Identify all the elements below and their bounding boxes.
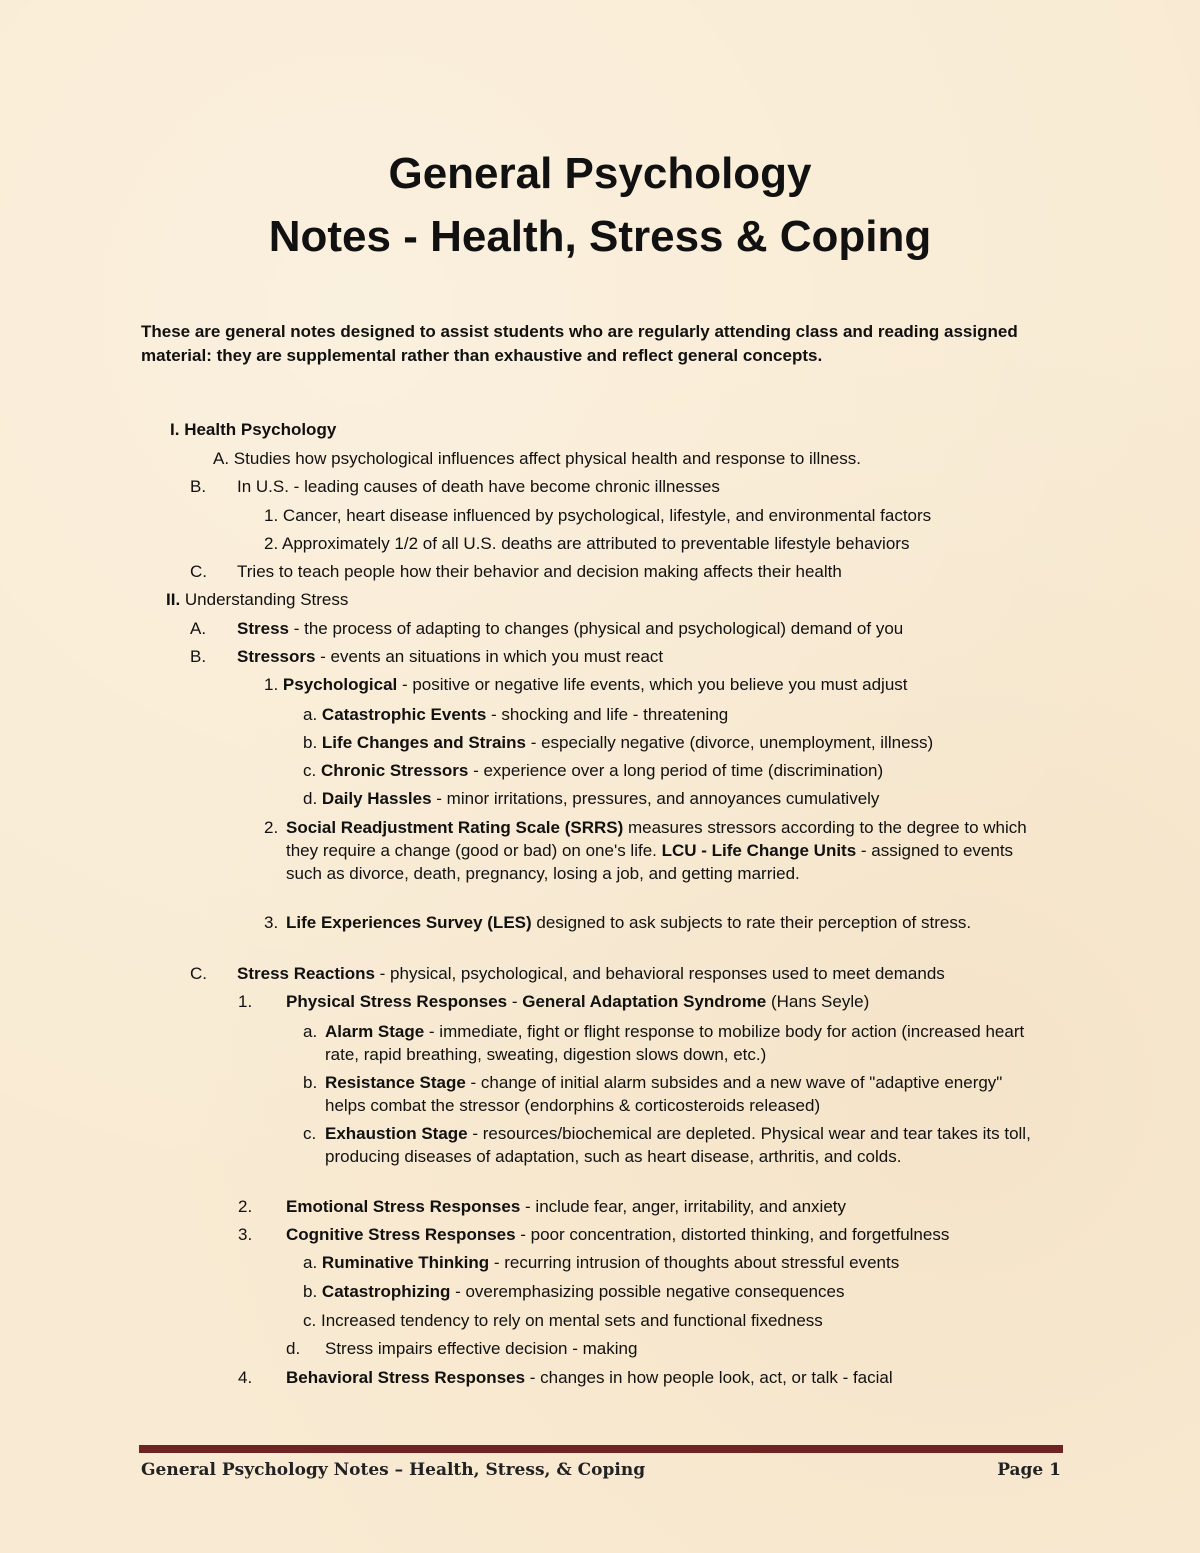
outline-section-1 bbox=[170, 418, 336, 441]
outline-text: Increased tendency to rely on mental sets and functional fixedness bbox=[320, 1311, 823, 1330]
definition: - change of initial alarm subsides and a new wave of "adaptive energy" helps combat the stressor (endorphins & corticosteroids released) bbox=[325, 1073, 1003, 1115]
outline-item bbox=[190, 560, 842, 583]
section-heading: Health Psychology bbox=[184, 420, 337, 439]
outline-text bbox=[325, 1071, 1045, 1117]
outline-text bbox=[286, 990, 869, 1013]
outline-text bbox=[325, 1122, 1055, 1168]
outline-item bbox=[303, 787, 879, 810]
outline-item bbox=[286, 1337, 638, 1360]
outline-marker: 4. bbox=[238, 1368, 253, 1387]
outline-item bbox=[213, 447, 861, 470]
outline-marker: A. bbox=[213, 449, 230, 468]
outline-marker: d. bbox=[303, 789, 318, 808]
outline-item bbox=[264, 816, 1027, 883]
outline-text bbox=[286, 1366, 893, 1389]
term: Stressors bbox=[237, 647, 316, 666]
definition: - physical, psychological, and behavioral responses used to meet demands bbox=[374, 964, 945, 983]
term: Social Readjustment Rating Scale (SRRS) bbox=[286, 818, 624, 837]
definition: - the process of adapting to changes (physical and psychological) demand of you bbox=[288, 619, 904, 638]
outline-marker: c. bbox=[303, 1311, 317, 1330]
term: Physical Stress Responses bbox=[286, 992, 508, 1011]
outline-text: Stress impairs effective decision - making bbox=[325, 1339, 638, 1358]
term: Life Experiences Survey (LES) bbox=[286, 913, 532, 932]
page-number: Page 1 bbox=[997, 1460, 1061, 1480]
document-title: General Psychology bbox=[388, 149, 812, 198]
definition: - experience over a long period of time (discrimination) bbox=[468, 761, 884, 780]
term: Emotional Stress Responses bbox=[286, 1197, 521, 1216]
outline-marker: 3. bbox=[264, 913, 279, 932]
outline-section-2 bbox=[166, 588, 348, 611]
term: Chronic Stressors bbox=[320, 761, 469, 780]
outline-text bbox=[286, 1223, 949, 1246]
definition: - assigned to events such as divorce, death, pregnancy, losing a job, and getting married. bbox=[286, 841, 1014, 883]
term: Daily Hassles bbox=[321, 789, 432, 808]
outline-marker: 2. bbox=[264, 534, 279, 553]
outline-text: Approximately 1/2 of all U.S. deaths are attributed to preventable lifestyle behaviors bbox=[281, 534, 910, 553]
outline-item bbox=[238, 1195, 847, 1218]
term: Ruminative Thinking bbox=[321, 1253, 490, 1272]
outline-marker: 1. bbox=[264, 506, 279, 525]
outline-text bbox=[286, 816, 1046, 885]
outline-text: Studies how psychological influences affect physical health and response to illness. bbox=[233, 449, 861, 468]
outline-marker: c. bbox=[303, 1124, 317, 1143]
definition: - minor irritations, pressures, and annoyances cumulatively bbox=[431, 789, 880, 808]
outline-item bbox=[303, 703, 728, 726]
definition: (Hans Seyle) bbox=[766, 992, 870, 1011]
outline-marker: 3. bbox=[238, 1225, 253, 1244]
definition: - especially negative (divorce, unemployment, illness) bbox=[525, 733, 934, 752]
outline-marker: 2. bbox=[238, 1197, 253, 1216]
outline-marker: II. bbox=[166, 590, 181, 609]
outline-item bbox=[303, 1020, 1025, 1064]
definition: - changes in how people look, act, or talk - facial bbox=[525, 1368, 893, 1387]
outline-text bbox=[237, 617, 903, 640]
section-heading: Understanding Stress bbox=[184, 590, 349, 609]
definition: - resources/biochemical are depleted. Physical wear and tear takes its toll, producing diseases of adaptation, such as heart disease, arthritis, and colds. bbox=[325, 1124, 1031, 1166]
outline-item bbox=[264, 532, 909, 555]
outline-text bbox=[286, 911, 1026, 934]
term: Exhaustion Stage bbox=[325, 1124, 468, 1143]
outline-marker: a. bbox=[303, 1253, 318, 1272]
outline-marker: a. bbox=[303, 705, 318, 724]
outline-marker: a. bbox=[303, 1022, 318, 1041]
outline-item bbox=[238, 990, 870, 1013]
outline-marker: I. bbox=[170, 420, 180, 439]
term: LCU - Life Change Units bbox=[661, 841, 857, 860]
definition: - recurring intrusion of thoughts about stressful events bbox=[489, 1253, 900, 1272]
outline-item bbox=[303, 1280, 844, 1303]
outline-item bbox=[303, 1309, 823, 1332]
outline-marker: B. bbox=[190, 647, 207, 666]
outline-marker: d. bbox=[286, 1339, 301, 1358]
term: Catastrophic Events bbox=[321, 705, 487, 724]
outline-item bbox=[303, 1071, 1003, 1115]
term: General Adaptation Syndrome bbox=[522, 992, 767, 1011]
outline-marker: c. bbox=[303, 761, 317, 780]
outline-item bbox=[264, 504, 931, 527]
outline-text bbox=[237, 645, 663, 668]
definition: - include fear, anger, irritability, and anxiety bbox=[520, 1197, 847, 1216]
term: Life Changes and Strains bbox=[321, 733, 526, 752]
outline-item bbox=[238, 1366, 893, 1389]
outline-item bbox=[264, 911, 972, 934]
outline-marker: b. bbox=[303, 1073, 318, 1092]
term: Catastrophizing bbox=[321, 1282, 451, 1301]
term: Stress Reactions bbox=[237, 964, 375, 983]
document-subtitle: Notes - Health, Stress & Coping bbox=[268, 212, 932, 261]
outline-marker: B. bbox=[190, 477, 207, 496]
outline-item bbox=[303, 1251, 899, 1274]
outline-item bbox=[190, 475, 720, 498]
outline-item bbox=[303, 759, 883, 782]
outline-text bbox=[325, 1020, 1045, 1066]
footer-rule bbox=[139, 1445, 1063, 1453]
outline-text: Cancer, heart disease influenced by psychological, lifestyle, and environmental factors bbox=[282, 506, 932, 525]
definition: - immediate, fight or flight response to mobilize body for action (increased heart rate, rapid breathing, sweating, digestion slows down, etc.) bbox=[325, 1022, 1025, 1064]
term: Stress bbox=[237, 619, 289, 638]
outline-text bbox=[237, 962, 945, 985]
outline-marker: 1. bbox=[264, 675, 279, 694]
separator: - bbox=[507, 992, 523, 1011]
outline-text: Tries to teach people how their behavior and decision making affects their health bbox=[237, 562, 842, 581]
outline-item bbox=[238, 1223, 950, 1246]
outline-item bbox=[190, 645, 664, 668]
definition: designed to ask subjects to rate their perception of stress. bbox=[531, 913, 972, 932]
definition: - events an situations in which you must react bbox=[315, 647, 664, 666]
outline-marker: C. bbox=[190, 964, 207, 983]
definition: - overemphasizing possible negative consequences bbox=[450, 1282, 845, 1301]
definition: - shocking and life - threatening bbox=[486, 705, 729, 724]
outline-text: In U.S. - leading causes of death have become chronic illnesses bbox=[237, 477, 720, 496]
outline-item bbox=[190, 617, 904, 640]
outline-item bbox=[264, 673, 908, 696]
term: Cognitive Stress Responses bbox=[286, 1225, 516, 1244]
definition: - poor concentration, distorted thinking, and forgetfulness bbox=[515, 1225, 950, 1244]
term: Psychological bbox=[282, 675, 398, 694]
outline-marker: b. bbox=[303, 733, 318, 752]
outline-item bbox=[190, 962, 945, 985]
definition: - positive or negative life events, which you believe you must adjust bbox=[397, 675, 908, 694]
outline-marker: 1. bbox=[238, 992, 253, 1011]
term: Resistance Stage bbox=[325, 1073, 466, 1092]
outline-marker: A. bbox=[190, 619, 207, 638]
term: Behavioral Stress Responses bbox=[286, 1368, 526, 1387]
footer-title: General Psychology Notes – Health, Stress, & Coping bbox=[141, 1460, 646, 1480]
term: Alarm Stage bbox=[325, 1022, 425, 1041]
outline-marker: 2. bbox=[264, 818, 279, 837]
definition: measures stressors according to the degree to which they require a change (good or bad) on one's life. bbox=[286, 818, 1027, 860]
outline-text bbox=[286, 1195, 846, 1218]
outline-item bbox=[303, 1122, 1031, 1166]
outline-item bbox=[303, 731, 933, 754]
outline-marker: b. bbox=[303, 1282, 318, 1301]
intro-paragraph: These are general notes designed to assist students who are regularly attending class and reading assigned material: they are supplemental rather than exhaustive and reflect general concepts. bbox=[141, 322, 1018, 365]
outline-marker: C. bbox=[190, 562, 207, 581]
